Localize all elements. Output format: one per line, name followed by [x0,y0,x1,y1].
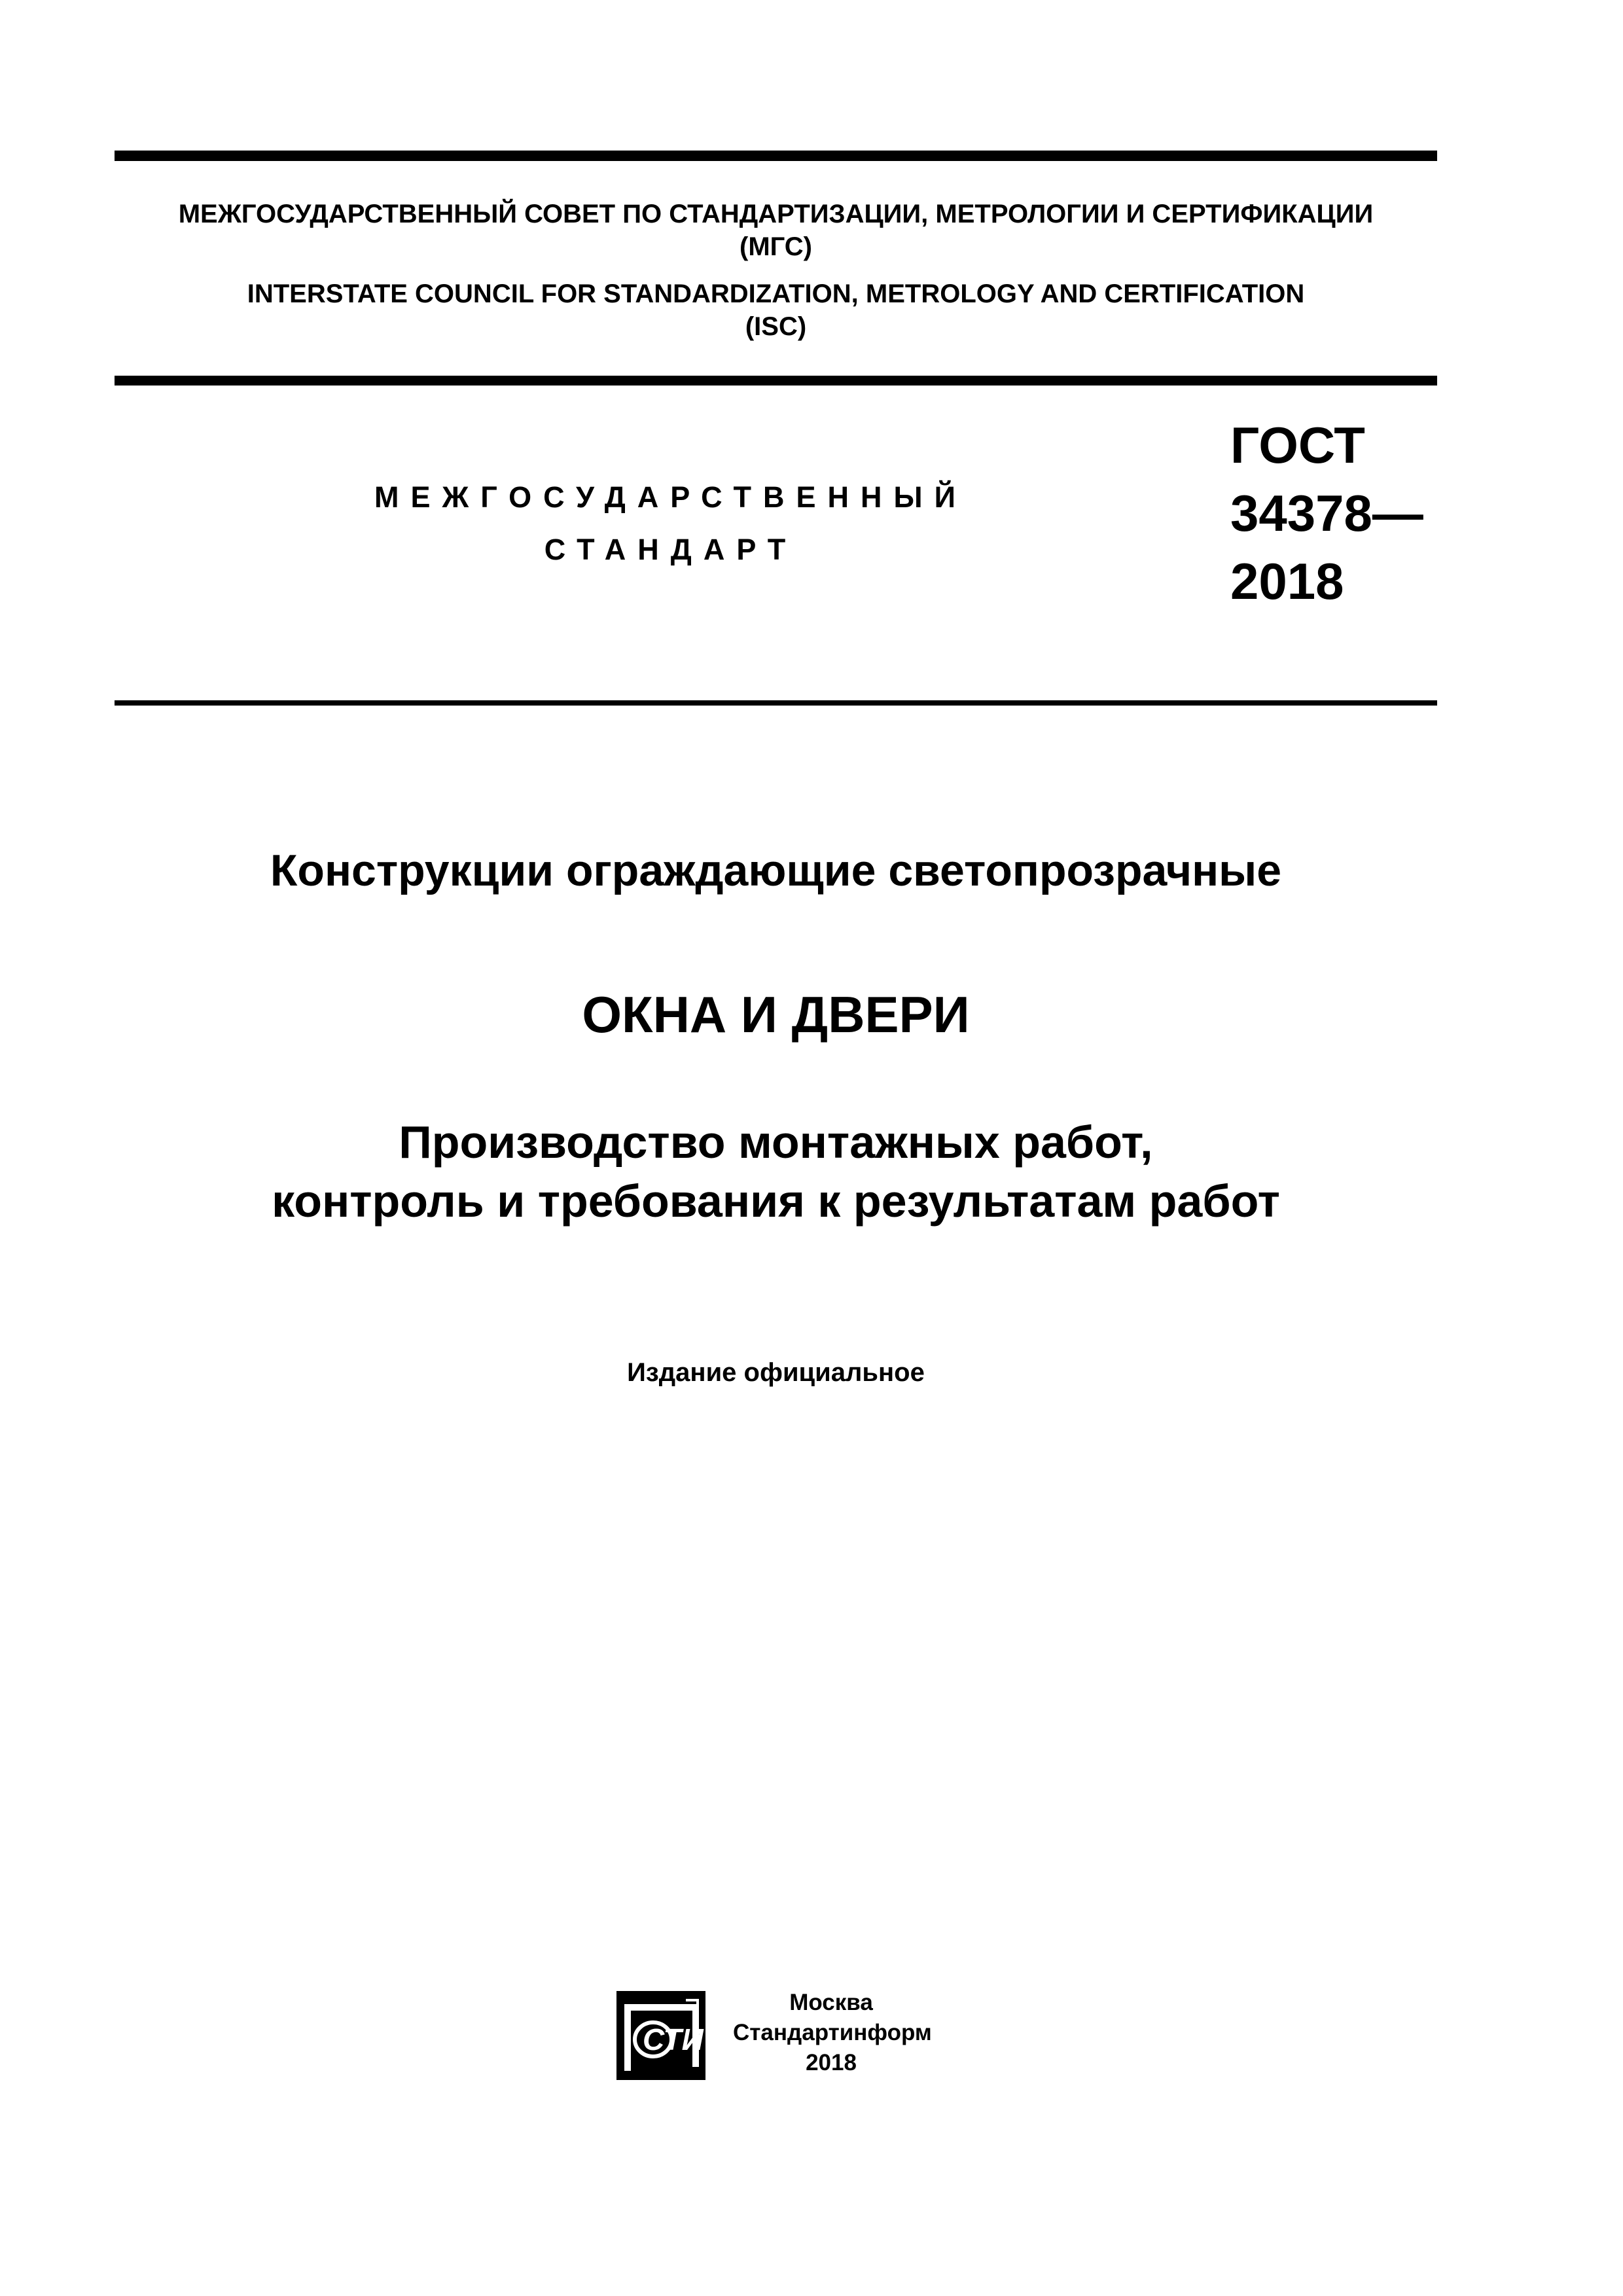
standard-kind-line2: СТАНДАРТ [544,533,798,566]
council-name-ru [115,198,1437,263]
gost-number: 34378— [1230,484,1423,542]
top-divider [115,151,1437,161]
imprint-year: 2018 [806,2050,857,2075]
imprint-publisher: Стандартинформ [733,2020,932,2045]
title-part-line2: контроль и требования к результатам работ [272,1175,1280,1227]
gost-year: 2018 [1230,552,1344,610]
council-en-line1: INTERSTATE COUNCIL FOR STANDARDIZATION, METROLOGY AND CERTIFICATION [247,279,1305,308]
middle-divider [115,376,1437,386]
council-en-abbrev: (ISC) [745,312,807,341]
standartinform-logo-icon [615,1990,707,2081]
gost-designation [1230,411,1423,615]
edition-note: Издание официальное [627,1358,925,1387]
lower-divider [115,700,1437,706]
logo-text: СТИ [643,2022,704,2056]
council-name-en [115,278,1437,343]
title-part-line1: Производство монтажных работ, [399,1117,1153,1168]
document-title-main: Конструкции ограждающие светопрозрачные [270,846,1282,895]
council-ru-abbrev: (МГС) [740,232,812,261]
standard-kind-line1: МЕЖГОСУДАРСТВЕННЫЙ [374,480,967,514]
gost-prefix: ГОСТ [1230,416,1365,474]
standard-kind [327,471,1014,576]
document-title-part [115,1113,1437,1230]
imprint [733,1988,932,2078]
imprint-city: Москва [789,1990,873,2015]
document-title-sub: ОКНА И ДВЕРИ [582,986,970,1043]
council-ru-line1: МЕЖГОСУДАРСТВЕННЫЙ СОВЕТ ПО СТАНДАРТИЗАЦИИ, МЕТРОЛОГИИ И СЕРТИФИКАЦИИ [178,200,1374,228]
